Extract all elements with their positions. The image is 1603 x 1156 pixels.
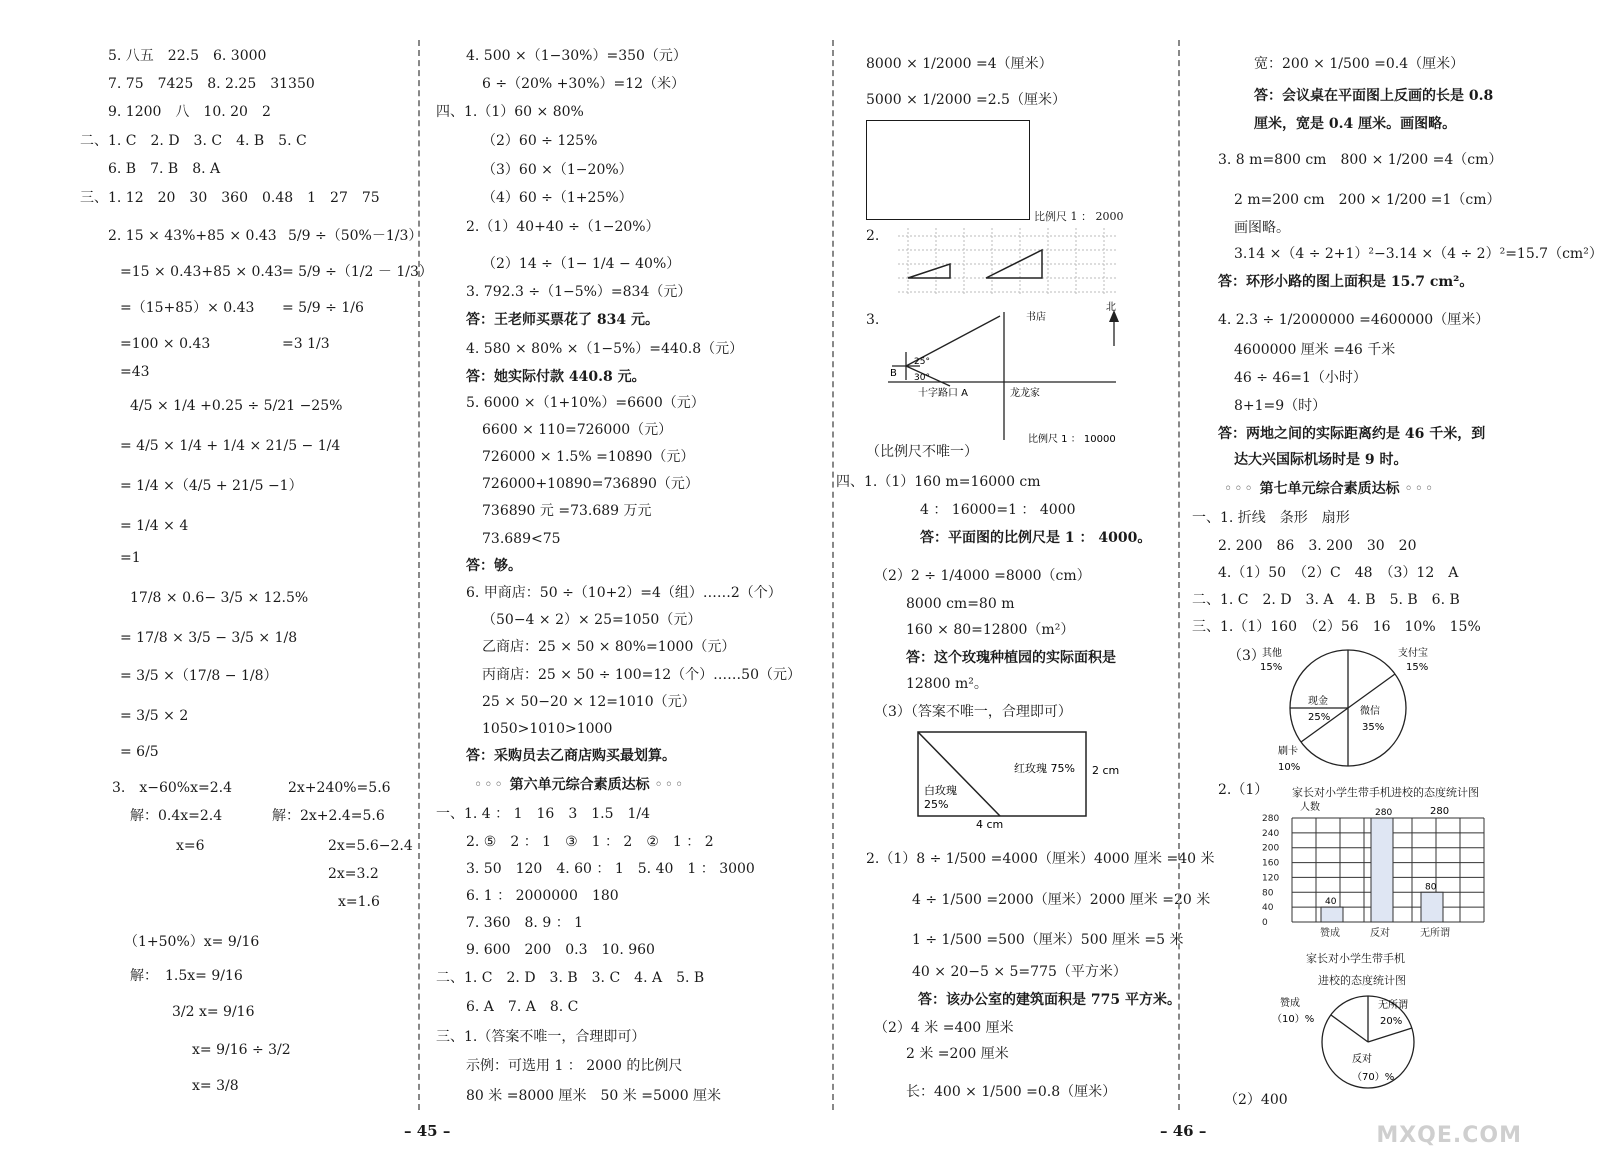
answer-line: 40 × 20−5 × 5=775（平方米） xyxy=(912,964,1127,980)
bar-ytick-label: 160 xyxy=(1262,858,1280,869)
answer-line: 3. 792.3 ÷（1−5%）=834（元） xyxy=(466,284,692,300)
attitude-pie-chart xyxy=(1268,990,1448,1090)
equation-step: x=1.6 xyxy=(338,894,380,910)
answer-line: 4. 580 × 80% ×（1−5%）=440.8（元） xyxy=(466,341,744,357)
scale-label: 比例尺 1 ： 2000 xyxy=(1034,210,1124,223)
equation-step: 2x+240%=5.6 xyxy=(288,780,391,796)
answer-line: 5. 6000 ×（1+10%）=6600（元） xyxy=(466,395,705,411)
answer-statement: 答：采购员去乙商店购买最划算。 xyxy=(466,748,676,764)
equation-step: 3/2 x= 9/16 xyxy=(172,1004,255,1020)
bar-2 xyxy=(1421,892,1443,922)
bar-value-label: 280 xyxy=(1375,808,1393,818)
answer-line: 25 × 50−20 × 12=1010（元） xyxy=(482,694,696,710)
calc-step: = 6/5 xyxy=(120,744,159,760)
pie-label-other: 其他 xyxy=(1262,648,1282,659)
answer-line: （4）60 ÷（1+25%） xyxy=(482,190,633,206)
answer-line: 三、1.（答案不唯一，合理即可） xyxy=(436,1029,646,1045)
calc-step: = 17/8 × 3/5 − 3/5 × 1/8 xyxy=(120,630,298,646)
answer-line: 3. 8 m=800 cm 800 × 1/200 =4（cm） xyxy=(1218,152,1503,168)
section-heading-unit6: ◦◦◦ 第六单元综合素质达标 ◦◦◦ xyxy=(474,777,686,793)
answer-line: 80 米 =8000 厘米 50 米 =5000 厘米 xyxy=(466,1088,722,1104)
map-direction-figure xyxy=(888,302,1138,448)
answer-statement: 答：该办公室的建筑面积是 775 平方米。 xyxy=(918,992,1181,1008)
answer-line: 6. B 7. B 8. A xyxy=(108,161,221,177)
bar-ytick-label: 280 xyxy=(1262,814,1280,824)
answer-line: 4 ： 16000=1 ： 4000 xyxy=(920,502,1076,518)
page-number: – 46 – xyxy=(1160,1122,1207,1140)
answer-line: （2）14 ÷（1− 1/4 − 40%） xyxy=(482,256,681,272)
answer-line: 726000 × 1.5% =10890（元） xyxy=(482,449,695,465)
answer-line: 4. 500 ×（1−30%）=350（元） xyxy=(466,48,687,64)
answer-line: 二、1. C 2. D 3. A 4. B 5. B 6. B xyxy=(1192,592,1460,608)
calc-step: =15 × 0.43+85 × 0.43 xyxy=(120,264,283,280)
bar-0 xyxy=(1321,907,1343,922)
answer-line: 四、1.（1）60 × 80% xyxy=(436,104,584,120)
answer-line: 2.（1）40+40 ÷（1−20%） xyxy=(466,219,660,235)
answer-line: 画图略。 xyxy=(1234,220,1290,236)
answer-line: 四、1.（1）160 m=16000 cm xyxy=(836,474,1041,490)
calc-step: =（15+85）× 0.43 xyxy=(120,300,255,316)
calc-step: = 1/4 ×（4/5 + 21/5 −1） xyxy=(120,478,303,494)
answer-line: （2）4 米 =400 厘米 xyxy=(874,1020,1014,1036)
answer-line: 1050>1010>1000 xyxy=(482,721,613,737)
answer-statement: 答：她实际付款 440.8 元。 xyxy=(466,369,646,385)
pie-pct-alipay: 15% xyxy=(1406,662,1429,673)
answer-line: 5000 × 1/2000 =2.5（厘米） xyxy=(866,92,1066,108)
answer-line: 8000 cm=80 m xyxy=(906,596,1015,612)
answer-line: 3. 50 120 4. 60 ： 1 5. 40 1 ： 3000 xyxy=(466,861,755,877)
answer-line: 二、1. C 2. D 3. B 3. C 4. A 5. B xyxy=(436,970,705,986)
calc-step: 17/8 × 0.6− 3/5 × 12.5% xyxy=(130,590,309,606)
bar-ytick-label: 200 xyxy=(1262,843,1280,854)
answer-line: 12800 m²。 xyxy=(906,676,988,692)
bar-ytick-label: 80 xyxy=(1262,888,1274,899)
pie2-pct-agree: （10）% xyxy=(1272,1014,1315,1025)
dim-width: 4 cm xyxy=(976,818,1004,831)
answer-line: 7. 75 7425 8. 2.25 31350 xyxy=(108,76,315,92)
question-number: 2.（1） xyxy=(1218,782,1269,798)
answer-statement: 厘米，宽是 0.4 厘米。画图略。 xyxy=(1254,116,1457,132)
calc-step: = 3/5 × 2 xyxy=(120,708,189,724)
answer-line: 160 × 80=12800（m²） xyxy=(906,622,1075,638)
answer-line: （3）（答案不唯一，合理即可） xyxy=(874,704,1072,720)
answer-line: 2. ⑤ 2 ： 1 ③ 1 ： 2 ② 1 ： 2 xyxy=(466,834,714,850)
answer-line: 乙商店：25 × 50 × 80%=1000（元） xyxy=(482,639,736,655)
answer-line: 6. A 7. A 8. C xyxy=(466,999,579,1015)
pie-pct-other: 15% xyxy=(1260,662,1283,673)
grid-triangles-figure xyxy=(898,228,1128,298)
calc-step: =3 1/3 xyxy=(282,336,330,352)
column-divider xyxy=(1178,40,1180,1110)
answer-note: （比例尺不唯一） xyxy=(866,444,978,460)
calc-step: = 5/9 ÷（1/2 － 1/3） xyxy=(282,264,433,280)
pie-pct-card: 10% xyxy=(1278,762,1301,773)
answer-line: 8000 × 1/2000 =4（厘米） xyxy=(866,56,1053,72)
answer-line: （3）60 ×（1−20%） xyxy=(482,162,633,178)
bar-ytick-label: 0 xyxy=(1262,918,1268,928)
dim-height: 2 cm xyxy=(1092,764,1120,777)
bar-ytick-label: 240 xyxy=(1262,828,1280,839)
map-label-home: 龙龙家 xyxy=(1010,388,1040,399)
answer-line: 2 m=200 cm 200 × 1/200 =1（cm） xyxy=(1234,192,1501,208)
answer-line: （2）60 ÷ 125% xyxy=(482,133,598,149)
pie2-label-indifferent: 无所谓 xyxy=(1378,1000,1408,1011)
answer-line: 6600 × 110=726000（元） xyxy=(482,422,673,438)
page-number: – 45 – xyxy=(404,1122,451,1140)
bar-top-value: 280 xyxy=(1430,806,1450,817)
answer-line: 2 米 =200 厘米 xyxy=(906,1046,1009,1062)
answer-line: 示例：可选用 1 ： 2000 的比例尺 xyxy=(466,1058,683,1074)
calc-step: =1 xyxy=(120,550,141,566)
rose-red-label: 红玫瑰 75% xyxy=(1014,762,1075,775)
pie2-title-1: 家长对小学生带手机 xyxy=(1306,952,1405,965)
map-label-b: B xyxy=(890,368,897,379)
answer-line: 6. 1 ： 2000000 180 xyxy=(466,888,619,904)
answer-statement: 答：两地之间的实际距离约是 46 千米，到 xyxy=(1218,426,1486,442)
calc-step: =100 × 0.43 xyxy=(120,336,211,352)
question-number: 3. xyxy=(866,312,880,328)
pie-pct-cash: 25% xyxy=(1308,712,1331,723)
equation-step: 2x=5.6−2.4 xyxy=(328,838,413,854)
pie-pct-wechat: 35% xyxy=(1362,722,1385,733)
angle-label-30: 30° xyxy=(914,373,930,383)
rose-white-label: 白玫瑰 xyxy=(924,784,957,797)
bar-category-label: 赞成 xyxy=(1320,928,1340,939)
answer-line: 9. 600 200 0.3 10. 960 xyxy=(466,942,655,958)
calc-step: 5/9 ÷（50%－1/3） xyxy=(288,228,423,244)
watermark: MXQE.COM xyxy=(1376,1123,1522,1148)
pie2-title-2: 进校的态度统计图 xyxy=(1318,974,1406,987)
page-46 xyxy=(768,0,1603,1156)
answer-line: 2. 200 86 3. 200 30 20 xyxy=(1218,538,1417,554)
rose-white-pct: 25% xyxy=(924,798,949,811)
equation-step: 2x=3.2 xyxy=(328,866,379,882)
answer-line: 7. 360 8. 9 ： 1 xyxy=(466,915,584,931)
scale-label: 比例尺 1 ： 10000 xyxy=(1028,434,1116,445)
bar-chart-title: 家长对小学生带手机进校的态度统计图 xyxy=(1292,786,1479,799)
equation-step: 解：0.4x=2.4 xyxy=(130,808,223,824)
answer-statement: 答：这个玫瑰种植园的实际面积是 xyxy=(906,650,1116,666)
answer-statement: 答：会议桌在平面图上反画的长是 0.8 xyxy=(1254,88,1494,104)
calc-step: = 4/5 × 1/4 + 1/4 × 21/5 − 1/4 xyxy=(120,438,341,454)
map-label-shop: 书店 xyxy=(1026,312,1046,323)
question-number: 2. xyxy=(866,228,880,244)
answer-line: 宽：200 × 1/500 =0.4（厘米） xyxy=(1254,56,1465,72)
answer-line: 一、1. 折线 条形 扇形 xyxy=(1192,510,1350,526)
calc-step: 2. 15 × 43%+85 × 0.43 xyxy=(108,228,277,244)
calc-step: = 1/4 × 4 xyxy=(120,518,189,534)
answer-statement: 达大兴国际机场时是 9 时。 xyxy=(1234,452,1408,468)
answer-line: 二、1. C 2. D 3. C 4. B 5. C xyxy=(80,133,307,149)
answer-line: 2.（1）8 ÷ 1/500 =4000（厘米）4000 厘米 =40 米 xyxy=(866,851,1215,867)
pie-label-wechat: 微信 xyxy=(1360,706,1380,717)
attitude-bar-chart xyxy=(1258,798,1488,940)
equation-step: （1+50%）x= 9/16 xyxy=(124,934,260,950)
angle-label-25: 25° xyxy=(914,357,930,367)
pie2-pct-oppose: （70）% xyxy=(1352,1072,1395,1083)
answer-line: 4 ÷ 1/500 =2000（厘米）2000 厘米 =20 米 xyxy=(912,892,1211,908)
answer-line: 6. 甲商店：50 ÷（10+2）=4（组）……2（个） xyxy=(466,585,782,601)
answer-line: 6 ÷（20% +30%）=12（米） xyxy=(482,76,686,92)
equation-step: 3. x−60%x=2.4 xyxy=(112,780,232,796)
rose-garden-figure xyxy=(916,730,1146,832)
calc-step: =43 xyxy=(120,364,150,380)
equation-step: 解：2x+2.4=5.6 xyxy=(272,808,385,824)
answer-line: 1 ÷ 1/500 =500（厘米）500 厘米 =5 米 xyxy=(912,932,1184,948)
answer-line: （2）400 xyxy=(1224,1092,1288,1108)
answer-line: 726000+10890=736890（元） xyxy=(482,476,699,492)
calc-step: = 3/5 ×（17/8 − 1/8） xyxy=(120,668,278,684)
calc-step: = 5/9 ÷ 1/6 xyxy=(282,300,364,316)
answer-line: 73.689<75 xyxy=(482,531,561,547)
answer-line: 长：400 × 1/500 =0.8（厘米） xyxy=(906,1084,1117,1100)
payment-pie-chart xyxy=(1258,640,1458,774)
equation-step: 解： 1.5x= 9/16 xyxy=(130,968,243,984)
answer-statement: 答：环形小路的图上面积是 15.7 cm²。 xyxy=(1218,274,1474,290)
bar-value-label: 40 xyxy=(1325,897,1337,908)
answer-line: 9. 1200 八 10. 20 2 xyxy=(108,104,271,120)
answer-line: 三、1.（1）160 （2）56 16 10% 15% xyxy=(1192,619,1481,635)
section-heading-unit7: ◦◦◦ 第七单元综合素质达标 ◦◦◦ xyxy=(1224,481,1436,497)
answer-line: 4600000 厘米 =46 千米 xyxy=(1234,342,1396,358)
answer-line: 丙商店：25 × 50 ÷ 100=12（个）……50（元） xyxy=(482,667,801,683)
bar-category-label: 无所谓 xyxy=(1420,928,1450,939)
answer-line: 4.（1）50 （2）C 48 （3）12 A xyxy=(1218,565,1459,581)
answer-statement: 答：平面图的比例尺是 1 ： 4000。 xyxy=(920,530,1152,546)
answer-line: 736890 元 =73.689 万元 xyxy=(482,503,652,519)
answer-statement: 答：够。 xyxy=(466,558,522,574)
page-45 xyxy=(0,0,801,1156)
bar-1 xyxy=(1371,818,1393,922)
scale-rectangle xyxy=(866,120,1030,220)
bar-ytick-label: 120 xyxy=(1262,873,1280,884)
pie2-label-agree: 赞成 xyxy=(1280,998,1300,1009)
answer-line: 4. 2.3 ÷ 1/2000000 =4600000（厘米） xyxy=(1218,312,1490,328)
pie-label-alipay: 支付宝 xyxy=(1398,648,1428,659)
answer-line: 一、1. 4 ： 1 16 3 1.5 1/4 xyxy=(436,806,651,822)
calc-step: 4/5 × 1/4 +0.25 ÷ 5/21 −25% xyxy=(130,398,343,414)
answer-statement: 答：王老师买票花了 834 元。 xyxy=(466,312,659,328)
pie2-label-oppose: 反对 xyxy=(1352,1054,1372,1065)
question-number: （3） xyxy=(1228,648,1265,664)
equation-step: x= 3/8 xyxy=(192,1078,239,1094)
answer-line: 8+1=9（时） xyxy=(1234,398,1327,414)
bar-value-label: 80 xyxy=(1425,882,1437,893)
equation-step: x=6 xyxy=(176,838,205,854)
answer-line: （50−4 × 2）× 25=1050（元） xyxy=(482,612,702,628)
pie2-pct-indifferent: 20% xyxy=(1380,1016,1403,1027)
map-label-north: 北 xyxy=(1106,302,1116,313)
pie-label-card: 刷卡 xyxy=(1278,746,1298,757)
bar-category-label: 反对 xyxy=(1370,928,1390,939)
answer-line: 三、1. 12 20 30 360 0.48 1 27 75 xyxy=(80,190,380,206)
answer-line: 46 ÷ 46=1（小时） xyxy=(1234,370,1367,386)
answer-line: （2）2 ÷ 1/4000 =8000（cm） xyxy=(874,568,1091,584)
answer-line: 5. 八五 22.5 6. 3000 xyxy=(108,48,267,64)
column-divider xyxy=(418,40,420,1110)
equation-step: x= 9/16 ÷ 3/2 xyxy=(192,1042,291,1058)
map-label-cross: 十字路口 A xyxy=(918,388,969,399)
pie-label-cash: 现金 xyxy=(1308,696,1328,707)
bar-ytick-label: 40 xyxy=(1262,903,1274,914)
answer-line: 3.14 ×（4 ÷ 2+1）²−3.14 ×（4 ÷ 2）²=15.7（cm²） xyxy=(1234,246,1603,262)
bar-ylabel: 人数 xyxy=(1300,802,1320,813)
